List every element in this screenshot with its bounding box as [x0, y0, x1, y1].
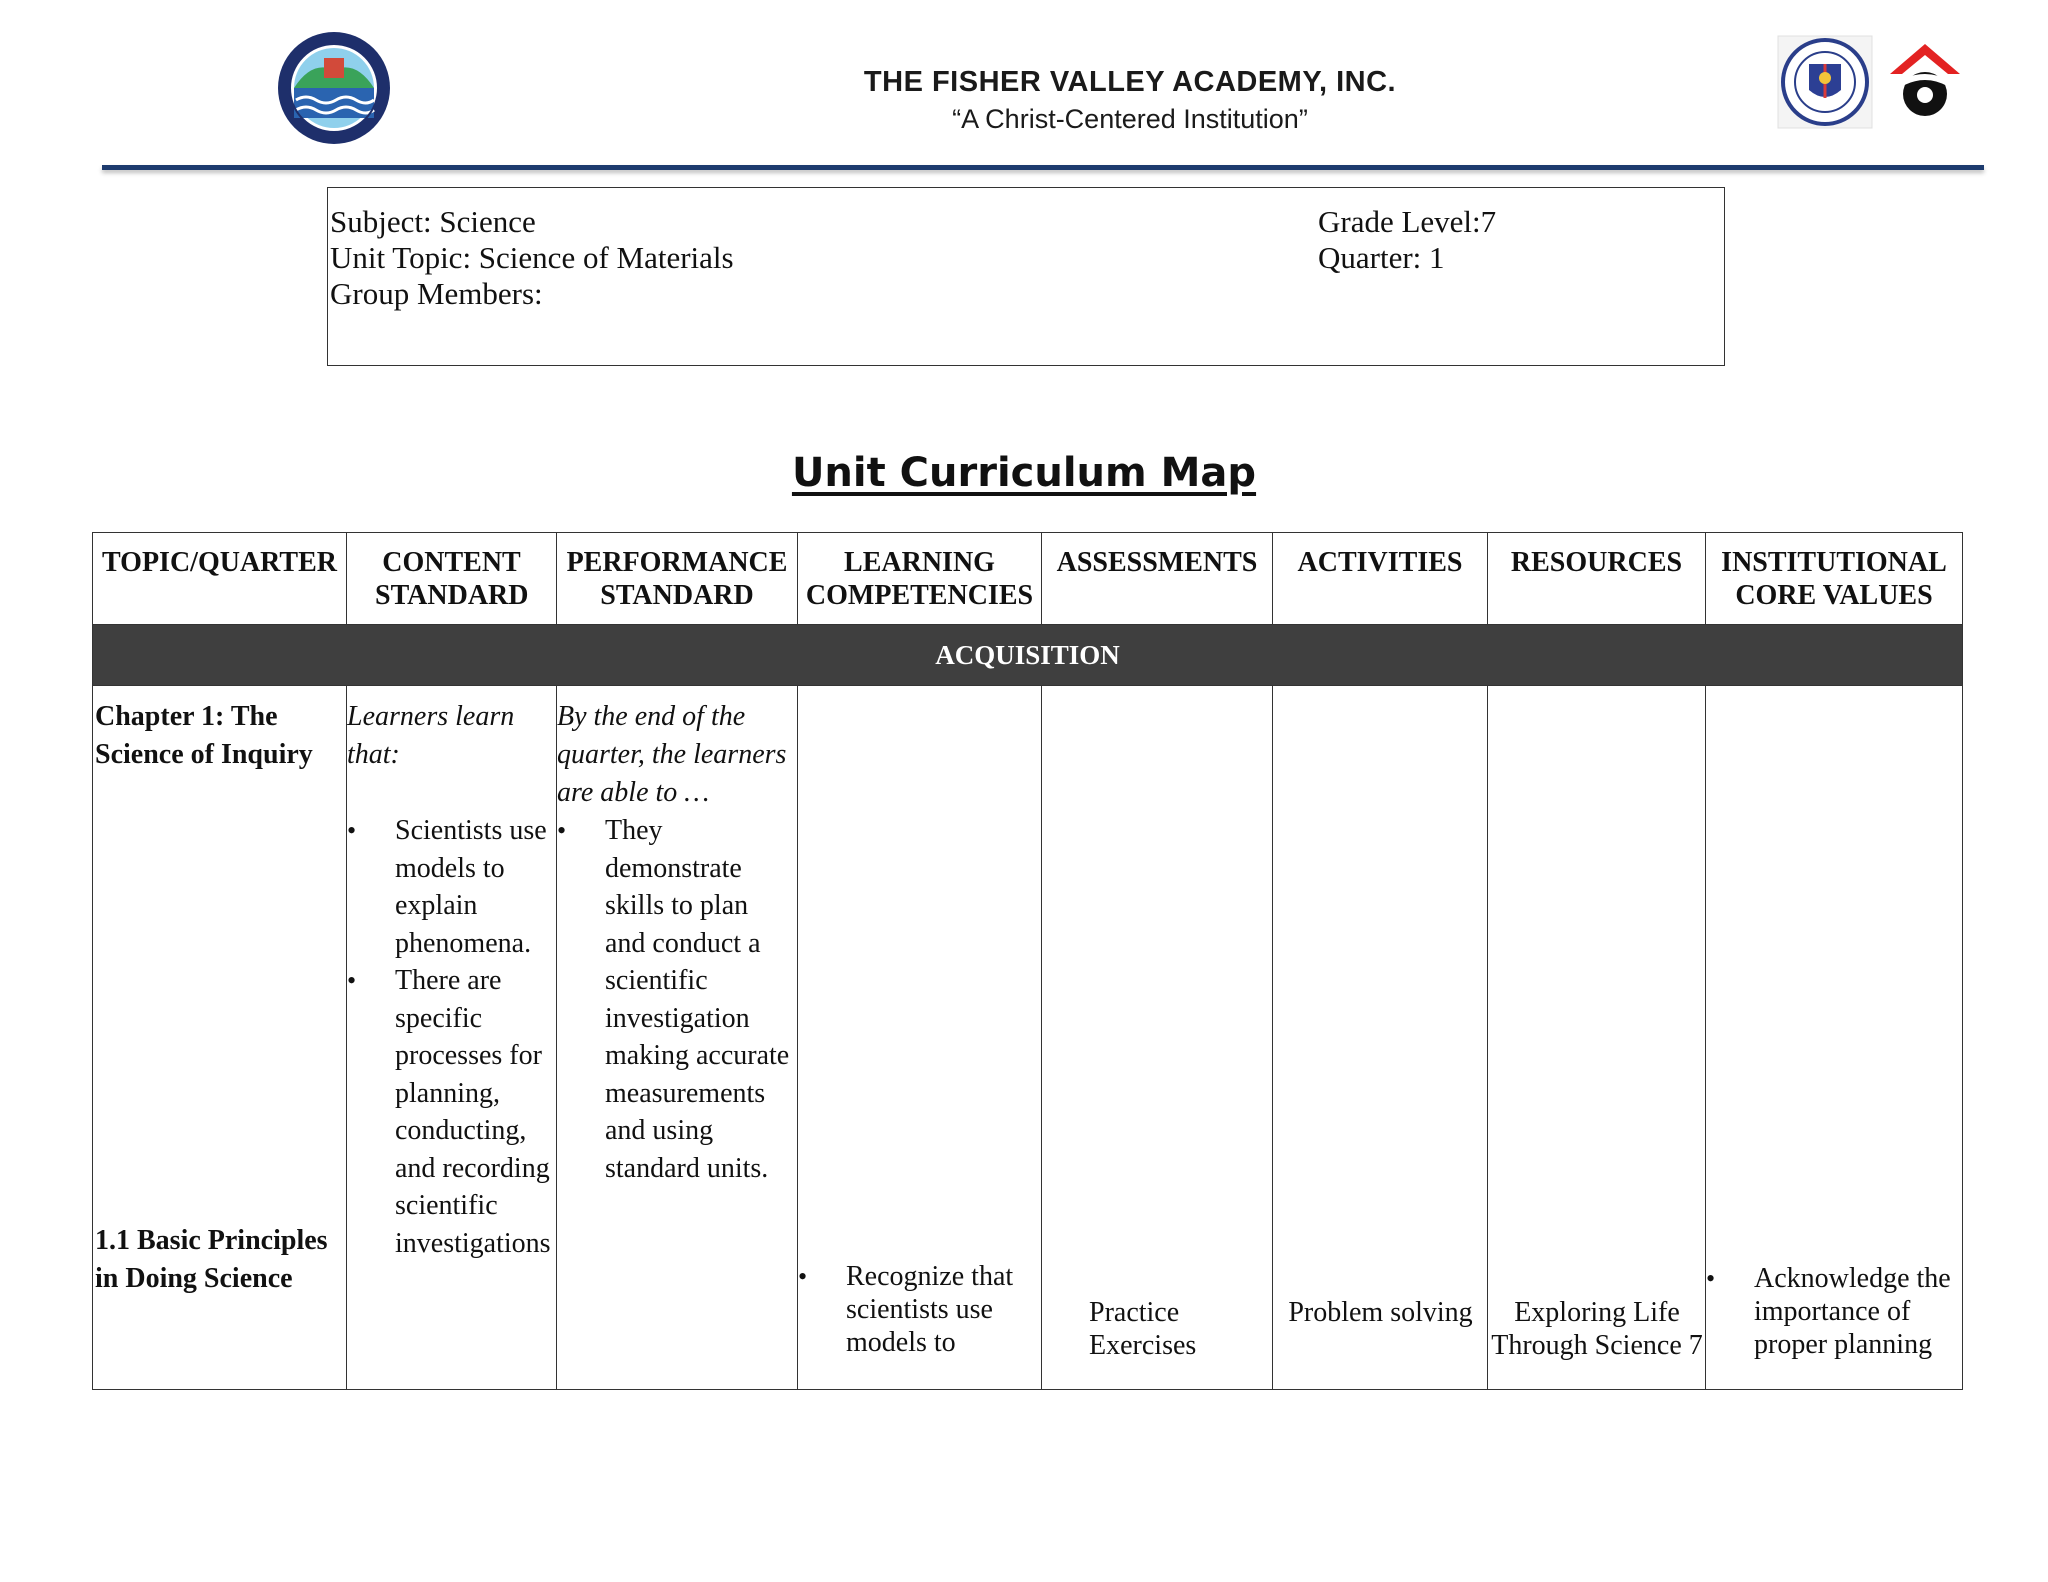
header-topic-quarter: TOPIC/QUARTER [93, 533, 347, 625]
cell-content-standard [347, 686, 557, 1390]
acquisition-band: ACQUISITION [93, 625, 1963, 686]
unit-topic-line: Unit Topic: Science of Materials [330, 240, 734, 275]
info-box [327, 187, 1725, 366]
cell-topic [93, 686, 347, 1390]
core-values-list [1706, 1262, 1961, 1361]
cell-learning-competencies [798, 686, 1042, 1390]
list-item: • Recognize that scientists use models to [798, 1260, 1028, 1359]
topic-lesson: 1.1 Basic Principles in Doing Science [95, 1225, 328, 1294]
brand-mark-icon [1886, 40, 1964, 120]
header-core-values: INSTITUTIONAL CORE VALUES [1706, 533, 1963, 625]
cell-core-values [1706, 686, 1963, 1390]
subject-line: Subject: Science [330, 204, 536, 239]
header-resources: RESOURCES [1488, 533, 1706, 625]
competency-list [798, 1260, 1028, 1359]
table-row [93, 686, 1963, 1390]
table-header-row [93, 533, 1963, 625]
header-learning-competencies: LEARNING COMPETENCIES [798, 533, 1042, 625]
activity-text: Problem solving [1288, 1297, 1473, 1328]
school-name: THE FISHER VALLEY ACADEMY, INC. [863, 66, 1397, 98]
page-title: Unit Curriculum Map [791, 450, 1257, 496]
assessment-text: Practice Exercises [1089, 1297, 1197, 1361]
header-assessments: ASSESSMENTS [1042, 533, 1273, 625]
header-content-standard-label: CONTENT STANDARD [375, 547, 529, 611]
cell-activities [1273, 686, 1488, 1390]
school-seal-icon [272, 30, 396, 146]
list-item: • Scientists use models to explain phenomena. [347, 812, 557, 962]
content-lead: Learners learn that: [347, 701, 515, 770]
content-bullets [347, 812, 557, 1262]
cell-assessments [1042, 686, 1273, 1390]
deped-seal-icon [1776, 34, 1874, 130]
info-right [1318, 204, 1496, 276]
cell-resources [1488, 686, 1706, 1390]
performance-lead: By the end of the quarter, the learners are able to … [557, 701, 787, 808]
header-content-standard [347, 533, 557, 625]
group-members-line: Group Members: [330, 276, 543, 311]
school-motto: “A Christ-Centered Institution” [952, 104, 1308, 134]
list-item: • They demonstrate skills to plan and conduct a scientific investigation making accurate measurements and using standard units. [557, 812, 792, 1187]
resource-text: Exploring Life Through Science 7 [1491, 1297, 1703, 1361]
grade-level-line: Grade Level:7 [1318, 204, 1497, 239]
info-left [330, 204, 734, 312]
performance-bullets [557, 812, 792, 1187]
cell-performance-standard [557, 686, 798, 1390]
topic-chapter: Chapter 1: The Science of Inquiry [95, 701, 313, 770]
header-activities: ACTIVITIES [1273, 533, 1488, 625]
header-rule [102, 165, 1984, 170]
list-item: • There are specific processes for planning, conducting, and recording scientific investigations [347, 962, 557, 1262]
curriculum-map-table [92, 532, 1963, 1390]
header-performance-standard: PERFORMANCE STANDARD [557, 533, 798, 625]
acquisition-band-row [93, 625, 1963, 686]
quarter-line: Quarter: 1 [1318, 240, 1445, 275]
list-item: • Acknowledge the importance of proper planning [1706, 1262, 1961, 1361]
